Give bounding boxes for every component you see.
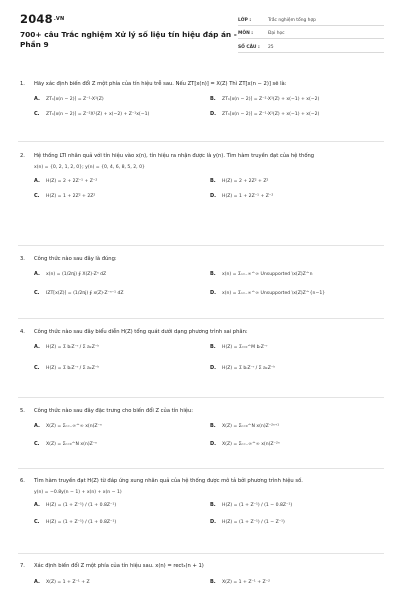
divider <box>18 397 384 398</box>
option-a[interactable] <box>34 423 210 430</box>
question-4 <box>18 328 384 372</box>
option-b[interactable] <box>210 344 386 351</box>
question-number: 7. <box>20 563 25 569</box>
question-number: 2. <box>20 153 25 159</box>
option-b[interactable] <box>210 579 386 586</box>
option-c[interactable] <box>34 290 210 297</box>
option-d[interactable] <box>210 193 386 200</box>
option-text: H(Z) = 2 + 2Z⁻¹ + Z⁻² <box>46 178 98 184</box>
divider <box>18 553 384 554</box>
option-text: ZT₁[x(n − 2)] = Z⁻²X¹(Z) + x(−2) + Z⁻¹x(−1) <box>46 111 150 117</box>
option-text: H(Z) = (1 + Z⁻¹) / (1 + 0.8Z⁻¹) <box>46 519 117 525</box>
option-text: H(Z) = Σ bᵣZ⁻ʳ / Σ aₖZ⁻ᵏ <box>46 365 100 371</box>
option-text: x(n) = (1/2πj) ∮ X(Z)·Zⁿ dZ <box>46 271 107 277</box>
option-letter: A. <box>34 578 40 585</box>
option-letter: A. <box>34 95 40 102</box>
option-d[interactable] <box>210 111 386 118</box>
option-a[interactable] <box>34 271 210 278</box>
question-number: 6. <box>20 478 25 484</box>
option-b[interactable] <box>210 502 386 509</box>
option-a[interactable] <box>34 178 210 185</box>
option-text: X(Z) = Σₙ₌₀^N x(n)Z⁻²ⁿ⁺¹ <box>222 423 280 429</box>
meta-key: SỐ CÂU : <box>238 44 260 50</box>
option-text: ZT₁[x(n − 2)] = Z⁻¹·X¹(Z) <box>46 96 104 102</box>
option-d[interactable] <box>210 441 386 448</box>
question-text: Công thức nào sau đây đặc trưng cho biến đổi Z của tín hiệu: <box>34 408 194 414</box>
option-text: IZT[x(Z)] = (1/2πj) ∮ x(Z)·Z⁻ⁿ⁻¹ dZ <box>46 290 124 296</box>
logo-suffix: .VN <box>53 16 65 22</box>
option-a[interactable] <box>34 344 210 351</box>
option-text: H(Z) = Σ bᵣZ⁻ʳ / Σ aₖZ⁻ᵏ <box>222 365 276 371</box>
question-text: Hệ thống LTI nhân quả với tín hiệu vào x(n), tín hiệu ra nhận được là y(n). Tìm hàm truyền đạt của hệ thống <box>34 153 315 159</box>
question-6 <box>18 477 384 526</box>
meta-key: MÔN : <box>238 31 254 36</box>
option-letter: A. <box>34 501 40 508</box>
option-letter: A. <box>34 270 40 277</box>
divider <box>18 141 384 142</box>
option-letter: D. <box>210 440 217 447</box>
option-a[interactable] <box>34 579 210 586</box>
option-d[interactable] <box>210 519 386 526</box>
meta-key: LỚP : <box>238 17 252 23</box>
question-text: Tìm hàm truyền đạt H(Z) từ đáp ứng xung nhân quả của hệ thống được mô tả bởi phương trình hiệu số. <box>34 478 303 484</box>
meta-value: 25 <box>268 44 274 50</box>
option-text: H(Z) = 1 + 2Z² + 2Z² <box>46 193 96 199</box>
option-text: H(Z) = (1 + Z⁻¹) / (1 + 0.8Z⁻¹) <box>46 502 117 508</box>
question-1 <box>18 80 384 118</box>
option-a[interactable] <box>34 96 210 103</box>
option-c[interactable] <box>34 365 210 372</box>
option-letter: D. <box>210 289 217 296</box>
question-text: Hãy xác định biến đổi Z một phía của tín hiệu trễ sau. Nếu ZT[x(n)] = X(Z) Thì ZT[x(n − 2)] sẽ là: <box>34 81 287 87</box>
option-text: H(Z) = (1 + Z⁻¹) / (1 − Z⁻¹) <box>222 519 285 525</box>
question-7 <box>18 562 384 586</box>
option-letter: A. <box>34 343 40 350</box>
option-text: X(Z) = 1 + Z⁻¹ + Z <box>46 579 90 585</box>
question-text: Xác định biến đổi Z một phía của tín hiệu sau. x(n) = rect₃(n + 1) <box>34 563 204 569</box>
option-d[interactable] <box>210 365 386 372</box>
question-number: 4. <box>20 329 25 335</box>
question-2 <box>18 152 384 200</box>
option-letter: B. <box>210 343 216 350</box>
meta-row-count <box>238 39 384 53</box>
divider <box>18 468 384 469</box>
meta-value: Đại học <box>268 31 285 36</box>
option-text: H(Z) = 1 + 2Z⁻¹ + Z⁻² <box>222 193 274 199</box>
option-text: H(Z) = Σᵣ₌₀^M bᵣZ⁻ʳ <box>222 344 268 350</box>
question-5 <box>18 407 384 448</box>
option-letter: D. <box>210 110 217 117</box>
option-b[interactable] <box>210 96 386 103</box>
logo-text: 2048 <box>20 12 53 26</box>
option-text: ZT₁[x(n − 2)] = Z⁻¹·X¹(Z) + x(−1) + x(−2) <box>222 111 320 117</box>
option-c[interactable] <box>34 441 210 448</box>
option-letter: B. <box>210 270 216 277</box>
option-b[interactable] <box>210 178 386 185</box>
option-c[interactable] <box>34 519 210 526</box>
option-letter: B. <box>210 578 216 585</box>
option-letter: A. <box>34 177 40 184</box>
option-text: ZT₁[x(n − 2)] = Z⁻²·X¹(Z) + x(−1) + x(−2) <box>222 96 320 102</box>
page-title: 700+ câu Trắc nghiệm Xử lý số liệu tín hiệu đáp án - Phần 9 <box>20 30 237 49</box>
question-data: x(n) = {0, 2, 1, 2, 0}; y(n) = {0, 4, 6, 8, 5, 2, 0} <box>34 164 145 170</box>
option-letter: B. <box>210 422 216 429</box>
option-letter: D. <box>210 518 217 525</box>
option-b[interactable] <box>210 423 386 430</box>
option-letter: C. <box>34 110 40 117</box>
option-text: H(Z) = 2 + 2Z² + Z² <box>222 178 269 184</box>
option-text: x(n) = Σₙ₌₋∞^∞ Unsupported \x(Z)Z^{n−1} <box>222 290 326 296</box>
question-data: y(n) = −0.8y(n − 1) + x(n) + x(n − 1) <box>34 489 122 495</box>
option-text: H(Z) = (1 + Z⁻¹) / (1 − 0.8Z⁻¹) <box>222 502 293 508</box>
option-letter: A. <box>34 422 40 429</box>
question-number: 5. <box>20 408 25 414</box>
option-c[interactable] <box>34 111 210 118</box>
option-b[interactable] <box>210 271 386 278</box>
question-text: Công thức nào sau đây là đúng: <box>34 256 117 262</box>
option-letter: D. <box>210 192 217 199</box>
option-letter: C. <box>34 289 40 296</box>
site-logo[interactable] <box>20 12 64 26</box>
option-letter: D. <box>210 364 217 371</box>
option-text: H(Z) = Σ bᵣZ⁻ʳ / Σ aₖZ⁻ᵏ <box>46 344 100 350</box>
option-letter: B. <box>210 177 216 184</box>
option-a[interactable] <box>34 502 210 509</box>
option-c[interactable] <box>34 193 210 200</box>
meta-value: Trắc nghiệm tổng hợp <box>268 17 316 23</box>
option-letter: C. <box>34 364 40 371</box>
option-text: X(Z) = Σₙ₌₋∞^∞ x(n)Z⁻²ⁿ <box>222 441 280 447</box>
meta-row-class <box>238 12 384 26</box>
option-letter: C. <box>34 192 40 199</box>
option-text: X(Z) = 1 + Z⁻¹ + Z⁻² <box>222 579 270 585</box>
question-number: 1. <box>20 81 25 87</box>
question-3 <box>18 255 384 297</box>
option-letter: B. <box>210 501 216 508</box>
divider <box>18 245 384 246</box>
divider <box>18 318 384 319</box>
option-text: X(Z) = Σₙ₌₋∞^∞ x(n)Z⁻ⁿ <box>46 423 102 429</box>
meta-table <box>238 12 384 53</box>
option-letter: B. <box>210 95 216 102</box>
header <box>18 8 384 64</box>
option-text: x(n) = Σₙ₌₋∞^∞ Unsupported \x(Z)Z^n <box>222 271 313 277</box>
meta-row-subject <box>238 26 384 40</box>
option-letter: C. <box>34 440 40 447</box>
question-text: Công thức nào sau đây biểu diễn H(Z) tổng quát dưới dạng phương trình sai phân: <box>34 329 248 335</box>
option-letter: C. <box>34 518 40 525</box>
option-text: X(Z) = Σₙ₌₀^N x(n)Z⁻ⁿ <box>46 441 98 447</box>
option-d[interactable] <box>210 290 386 297</box>
question-number: 3. <box>20 256 25 262</box>
